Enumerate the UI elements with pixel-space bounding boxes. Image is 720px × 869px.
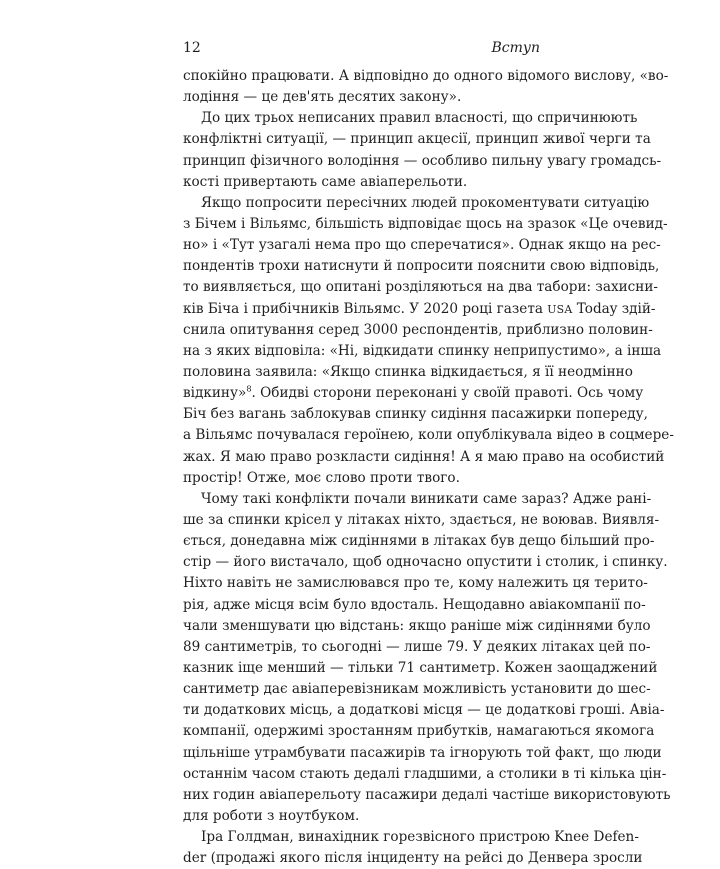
text-line: рія, адже місця всім було вдосталь. Нещодавно авіакомпанії по- [183,596,646,613]
text-fragment: ків Біча і прибічників Вільямс. У 2020 році газета [183,300,548,317]
text-line: принцип фізичного володіння — особливо пильну увагу громадсь- [183,152,662,169]
text-line: а Вільямс почувалася героїнею, коли опублікувала відео в соцмере- [183,427,674,444]
text-line: то виявляється, що опитані розділяються на два табори: захисни- [183,279,659,296]
text-line: 89 сантиметрів, то сьогодні — лише 79. У деяких літаках цей по- [183,638,651,655]
text-line: з Бічем і Вільямс, більшість відповідає щось на зразок «Це очевид- [183,215,668,232]
text-line: ється, донедавна між сидіннями в літаках був дещо більший про- [183,533,655,550]
text-fragment: Today здій- [572,300,656,317]
text-line: Біч без вагань заблокував спинку сидіння пасажирки попереду, [183,406,648,423]
text-line: спокійно працювати. А відповідно до одного відомого вислову, «во- [183,68,669,84]
text-line: них годин авіаперельоту пасажири дедалі частіше використовують [183,786,671,803]
text-fragment: . Обидві сторони переконані у своїй правоті. Ось чому [251,385,644,402]
page-number: 12 [183,40,201,56]
text-line: для роботи з ноутбуком. [183,807,360,824]
text-line [183,383,644,404]
text-line: сантиметр дає авіаперевізникам можливість установити до шес- [183,681,651,698]
footnote-marker[interactable]: 8 [246,383,252,394]
page-header [183,40,540,62]
text-line: снила опитування серед 3000 респондентів, приблизно половин- [183,321,653,338]
text-line: половина заявила: «Якщо спинка відкидається, я її неодмінно [183,363,633,380]
text-line [183,299,656,320]
text-line: der (продажі якого після інциденту на рейсі до Денвера зросли [183,850,643,867]
text-fragment: відкину» [183,385,247,402]
text-line: Ніхто навіть не замислювався про те, кому належить ця терито- [183,575,648,592]
text-line: казник іще менший — тільки 71 сантиметр. Кожен заощаджений [183,659,658,676]
text-line: останнім часом стають дедалі гладшими, а столики в ті кілька цін- [183,765,667,782]
text-line: щільніше утрамбувати пасажирів та ігнорують той факт, що люди [183,744,662,761]
text-line: До цих трьох неписаних правил власності, що спричинюють [201,110,638,127]
text-line: но» і «Тут узагалі нема про що сперечатися». Однак якщо на рес- [183,237,661,254]
text-line: кості привертають саме авіаперельоти. [183,173,468,190]
text-line: простір! Отже, моє слово проти твого. [183,469,460,486]
small-caps-abbrev: USA [547,302,573,316]
text-line: Чому такі конфлікти почали виникати саме зараз? Адже рані- [201,490,652,507]
text-line: лодіння — це дев'ять десятих закону». [183,89,462,106]
text-line: ти додаткових місць, а додаткові місця — це додаткові гроші. Авіа- [183,702,665,719]
text-line: чали зменшувати цю відстань: якщо раніше між сидіннями було [183,617,651,634]
text-line: компанії, одержимі зростанням прибутків, намагаються якомога [183,723,655,740]
text-line: стір — його вистачало, щоб одночасно опустити і столик, і спинку. [183,554,668,571]
text-line: на з яких відповіла: «Ні, відкидати спинку неприпустимо», а інша [183,342,662,359]
body-text [183,66,674,869]
running-head: Вступ [491,40,540,56]
text-line: Якщо попросити пересічних людей прокоментувати ситуацію [201,194,650,211]
text-line: Іра Голдман, винахідник горезвісного пристрою Knee Defen- [201,829,639,846]
text-line: жах. Я маю право розкласти сидіння! А я маю право на особистий [183,448,665,465]
text-line: конфліктні ситуації, — принцип акцесії, принцип живої черги та [183,131,651,148]
text-line: ше за спинки крісел у літаках ніхто, здається, не воював. Виявля- [183,511,660,528]
text-line: пондентів трохи натиснути й попросити пояснити свою відповідь, [183,258,660,275]
